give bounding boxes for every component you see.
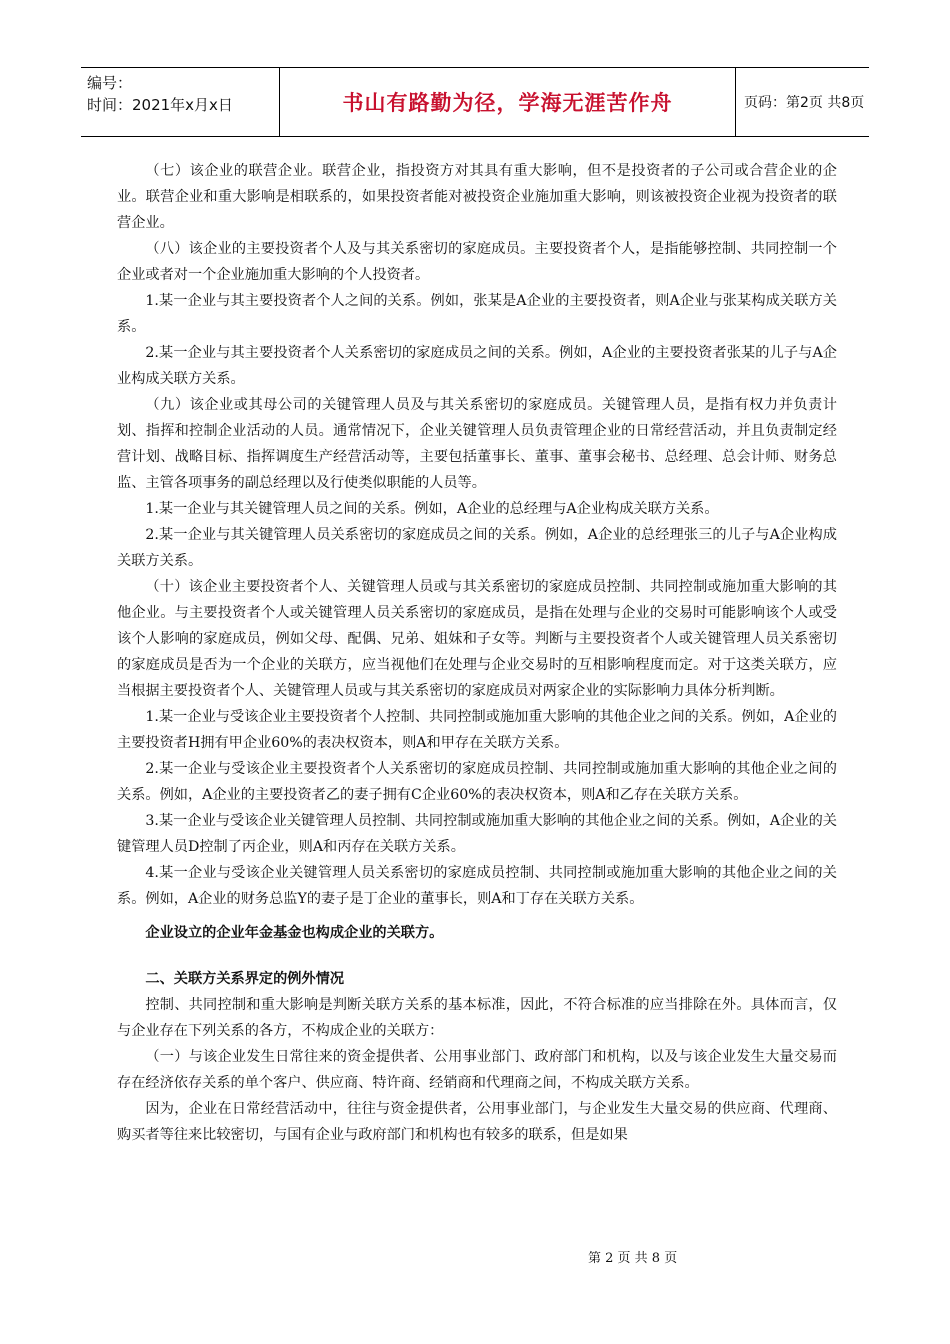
footer-page-number: 第 2 页 共 8 页 xyxy=(588,1251,678,1266)
paragraph: 2.某一企业与受该企业主要投资者个人关系密切的家庭成员控制、共同控制或施加重大影响的其他企业之间的关系。例如，A企业的主要投资者乙的妻子拥有C企业60%的表决权资本，则A和乙存在关联方关系。 xyxy=(117,761,837,803)
document-body xyxy=(117,158,837,1148)
paragraph: 因为，企业在日常经营活动中，往往与资金提供者，公用事业部门，与企业发生大量交易的供应商、代理商、购买者等往来比较密切，与国有企业与政府部门和机构也有较多的联系，但是如果 xyxy=(117,1101,837,1143)
date-label: 时间：2021年x月x日 xyxy=(87,96,233,114)
page-header xyxy=(81,67,869,137)
paragraph: 4.某一企业与受该企业关键管理人员关系密切的家庭成员控制、共同控制或施加重大影响的其他企业之间的关系。例如，A企业的财务总监Y的妻子是丁企业的董事长，则A和丁存在关联方关系。 xyxy=(117,865,837,907)
paragraph: （七）该企业的联营企业。联营企业，指投资方对其具有重大影响，但不是投资者的子公司或合营企业的企业。联营企业和重大影响是相联系的，如果投资者能对被投资企业施加重大影响，则该被投资企业视为投资者的联营企业。 xyxy=(117,163,837,231)
bold-note: 企业设立的企业年金基金也构成企业的关联方。 xyxy=(145,925,444,941)
paragraph: （九）该企业或其母公司的关键管理人员及与其关系密切的家庭成员。关键管理人员，是指有权力并负责计划、指挥和控制企业活动的人员。通常情况下，企业关键管理人员负责管理企业的日常经营活动，并且负责制定经营计划、战略目标、指挥调度生产经营活动等，主要包括董事长、董事、董事会秘书、总经理、总会计师、财务总监、主管各项事务的副总经理以及行使类似职能的人员等。 xyxy=(117,397,837,491)
section-heading: 二、关联方关系界定的例外情况 xyxy=(145,971,345,987)
paragraph: 2.某一企业与其关键管理人员关系密切的家庭成员之间的关系。例如，A企业的总经理张三的儿子与A企业构成关联方关系。 xyxy=(117,527,837,569)
paragraph: （八）该企业的主要投资者个人及与其关系密切的家庭成员。主要投资者个人，是指能够控制、共同控制一个企业或者对一个企业施加重大影响的个人投资者。 xyxy=(117,241,837,283)
header-motto: 书山有路勤为径，学海无涯苦作舟 xyxy=(280,68,736,136)
header-meta-cell xyxy=(81,68,280,136)
paragraph: 1.某一企业与其主要投资者个人之间的关系。例如，张某是A企业的主要投资者，则A企业与张某构成关联方关系。 xyxy=(117,293,837,335)
paragraph: （十）该企业主要投资者个人、关键管理人员或与其关系密切的家庭成员控制、共同控制或施加重大影响的其他企业。与主要投资者个人或关键管理人员关系密切的家庭成员，是指在处理与企业的交易时可能影响该个人或受该个人影响的家庭成员，例如父母、配偶、兄弟、姐妹和子女等。判断与主要投资者个人或关键管理人员关系密切的家庭成员是否为一个企业的关联方，应当视他们在处理与企业交易时的互相影响程度而定。对于这类关联方，应当根据主要投资者个人、关键管理人员或与其关系密切的家庭成员对两家企业的实际影响力具体分析判断。 xyxy=(117,579,837,699)
paragraph: 1.某一企业与受该企业主要投资者个人控制、共同控制或施加重大影响的其他企业之间的关系。例如，A企业的主要投资者H拥有甲企业60%的表决权资本，则A和甲存在关联方关系。 xyxy=(117,709,837,751)
paragraph: （一）与该企业发生日常往来的资金提供者、公用事业部门、政府部门和机构，以及与该企业发生大量交易而存在经济依存关系的单个客户、供应商、特许商、经销商和代理商之间，不构成关联方关系。 xyxy=(117,1049,837,1091)
paragraph: 2.某一企业与其主要投资者个人关系密切的家庭成员之间的关系。例如，A企业的主要投资者张某的儿子与A企业构成关联方关系。 xyxy=(117,345,837,387)
paragraph: 控制、共同控制和重大影响是判断关联方关系的基本标准，因此，不符合标准的应当排除在外。具体而言，仅与企业存在下列关系的各方，不构成企业的关联方： xyxy=(117,997,837,1039)
paragraph: 1.某一企业与其关键管理人员之间的关系。例如，A企业的总经理与A企业构成关联方关系。 xyxy=(145,501,719,517)
number-label: 编号： xyxy=(87,74,133,92)
header-page-info: 页码：第2页 共8页 xyxy=(744,95,865,111)
paragraph: 3.某一企业与受该企业关键管理人员控制、共同控制或施加重大影响的其他企业之间的关系。例如，A企业的关键管理人员D控制了丙企业，则A和丙存在关联方关系。 xyxy=(117,813,837,855)
